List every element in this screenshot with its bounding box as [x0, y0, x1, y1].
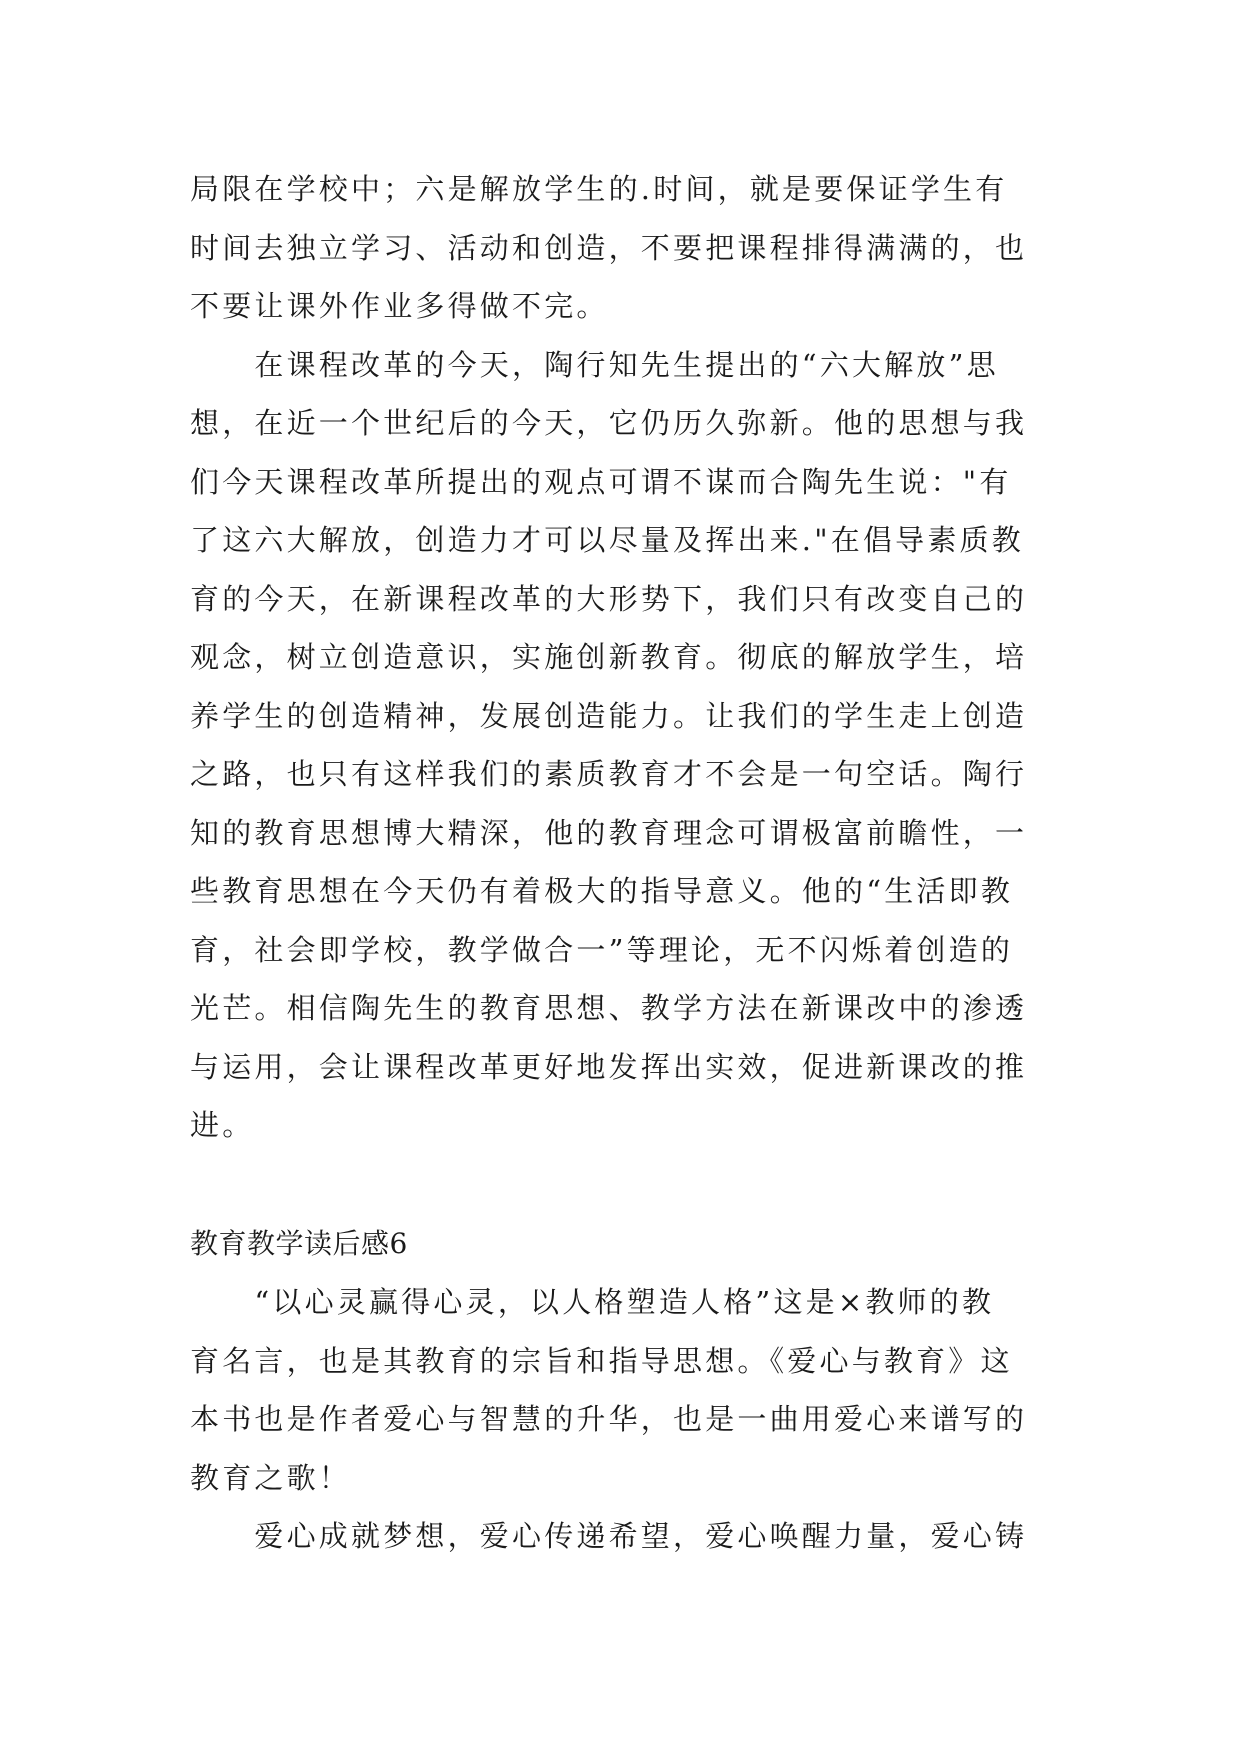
text-line: 教育之歌！ — [190, 1460, 352, 1495]
text-line: 育的今天，在新课程改革的大形势下，我们只有改变自己的 — [190, 581, 1028, 616]
text-line: 局限在学校中；六是解放学生的.时间，就是要保证学生有 — [190, 172, 1008, 206]
paragraph-3 — [190, 1273, 1056, 1507]
section-heading: 教育教学读后感6 — [190, 1226, 408, 1260]
text-line: 时间去独立学习、活动和创造，不要把课程排得满满的，也 — [190, 230, 1028, 265]
text-line: 想，在近一个世纪后的今天，它仍历久弥新。他的思想与我 — [190, 406, 1028, 440]
text-line: 了这六大解放，创造力才可以尽量及挥出来."在倡导素质教 — [190, 523, 1024, 557]
paragraph-1 — [190, 160, 1056, 336]
text-line: 育名言，也是其教育的宗旨和指导思想。《爱心与教育》这 — [190, 1343, 1013, 1378]
section-spacer — [190, 1155, 1056, 1215]
text-line: “以心灵赢得心灵，以人格塑造人格”这是×教师的教 — [190, 1285, 995, 1319]
text-line: 之路，也只有这样我们的素质教育才不会是一句空话。陶行 — [190, 757, 1028, 791]
text-line: 知的教育思想博大精深，他的教育理念可谓极富前瞻性，一 — [190, 815, 1028, 850]
text-line: 些教育思想在今天仍有着极大的指导意义。他的“生活即教 — [190, 874, 1014, 908]
text-line: 本书也是作者爱心与智慧的升华，也是一曲用爱心来谱写的 — [190, 1402, 1028, 1436]
text-line: 育，社会即学校，教学做合一”等理论，无不闪烁着创造的 — [190, 932, 1014, 967]
paragraph-4 — [190, 1507, 1056, 1566]
text-line: 与运用，会让课程改革更好地发挥出实效，促进新课改的推 — [190, 1049, 1028, 1084]
text-line: 光芒。相信陶先生的教育思想、教学方法在新课改中的渗透 — [190, 991, 1028, 1025]
paragraph-2 — [190, 336, 1056, 1155]
text-line: 养学生的创造精神，发展创造能力。让我们的学生走上创造 — [190, 698, 1028, 733]
text-line: 观念，树立创造意识，实施创新教育。彻底的解放学生，培 — [190, 640, 1028, 674]
text-line: 在课程改革的今天，陶行知先生提出的“六大解放”思 — [190, 347, 999, 382]
text-line: 们今天课程改革所提出的观点可谓不谋而合陶先生说："有 — [190, 464, 1012, 499]
text-line: 进。 — [190, 1108, 255, 1142]
text-line: 爱心成就梦想，爱心传递希望，爱心唤醒力量，爱心铸 — [190, 1519, 1028, 1553]
document-page — [190, 160, 1056, 1566]
text-line: 不要让课外作业多得做不完。 — [190, 289, 609, 323]
